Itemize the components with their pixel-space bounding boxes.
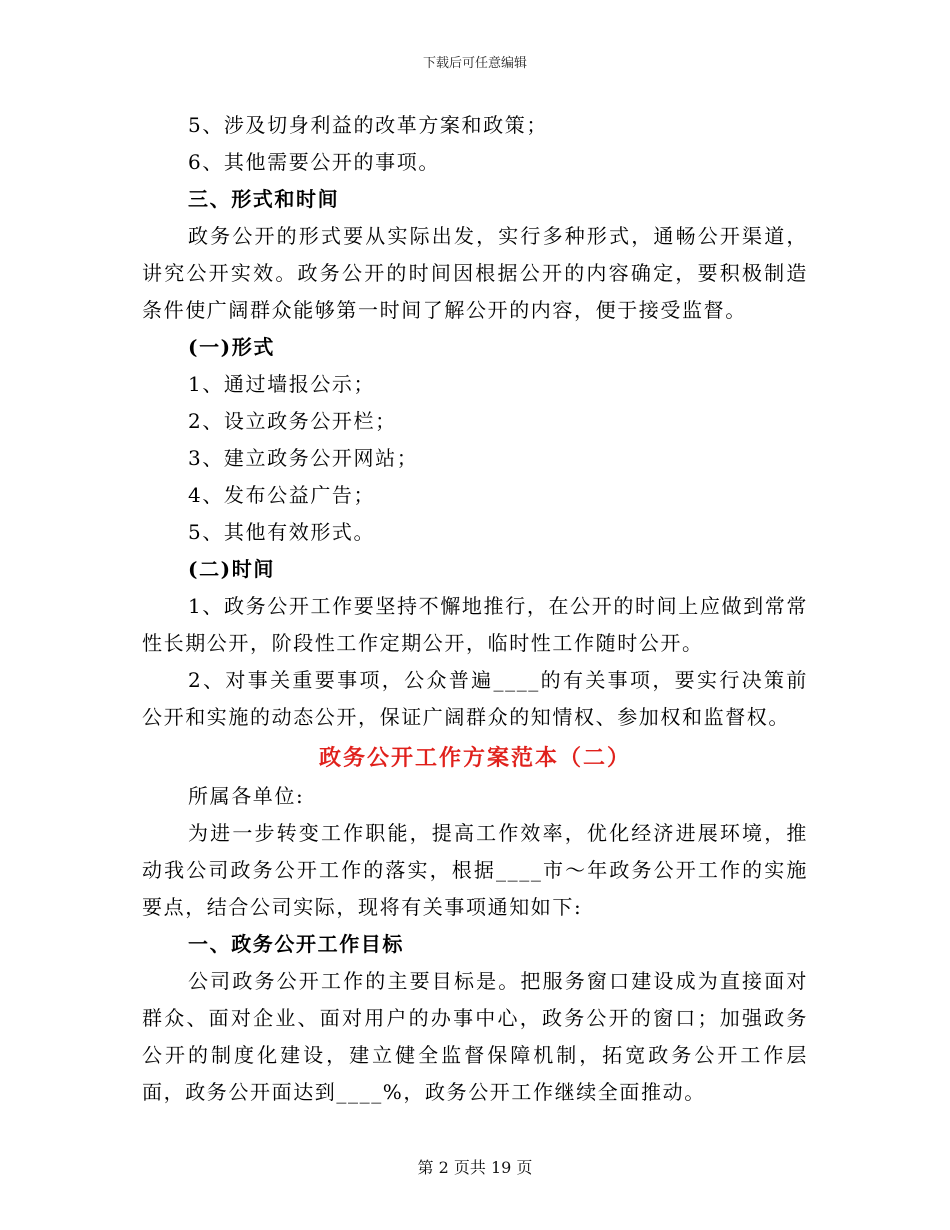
document-title: 政务公开工作方案范本（二） [318,745,631,771]
paragraph: 为进一步转变工作职能，提高工作效率，优化经济进展环境，推动我公司政务公开工作的落实，根据____市～年政务公开工作的实施要点，结合公司实际，现将有关事项通知如下: [142,821,808,919]
list-item: 4、发布公益广告； [188,483,376,507]
paragraph: 1、政务公开工作要坚持不懈地推行，在公开的时间上应做到常常性长期公开，阶段性工作定期公开，临时性工作随时公开。 [142,594,808,655]
subsection-heading: (二)时间 [188,557,275,581]
page-number: 第 2 页共 19 页 [417,1158,533,1177]
page-header: 下载后可任意编辑 [422,56,527,71]
list-item: 3、建立政务公开网站； [188,446,419,470]
list-item: 2、设立政务公开栏； [188,409,397,433]
list-item: 6、其他需要公开的事项。 [188,150,440,174]
subsection-heading: (一)形式 [188,335,275,359]
document-body [142,107,808,1111]
list-item: 1、通过墙报公示； [188,372,376,396]
section-heading: 一、政务公开工作目标 [188,932,404,956]
paragraph: 2、对事关重要事项，公众普遍____的有关事项，要实行决策前公开和实施的动态公开，保证广阔群众的知情权、参加权和监督权。 [142,668,808,729]
section-heading: 三、形式和时间 [188,187,340,211]
paragraph: 公司政务公开工作的主要目标是。把服务窗口建设成为直接面对群众、面对企业、面对用户的办事中心，政务公开的窗口；加强政务公开的制度化建设，建立健全监督保障机制，拓宽政务公开工作层面，政务公开面达到____%，政务公开工作继续全面推动。 [142,969,808,1104]
list-item: 5、涉及切身利益的改革方案和政策； [188,113,548,137]
list-item: 5、其他有效形式。 [188,520,376,544]
paragraph: 政务公开的形式要从实际出发，实行多种形式，通畅公开渠道，讲究公开实效。政务公开的时间因根据公开的内容确定，要积极制造条件使广阔群众能够第一时间了解公开的内容，便于接受监督。 [142,224,808,322]
salutation: 所属各单位: [188,784,305,808]
